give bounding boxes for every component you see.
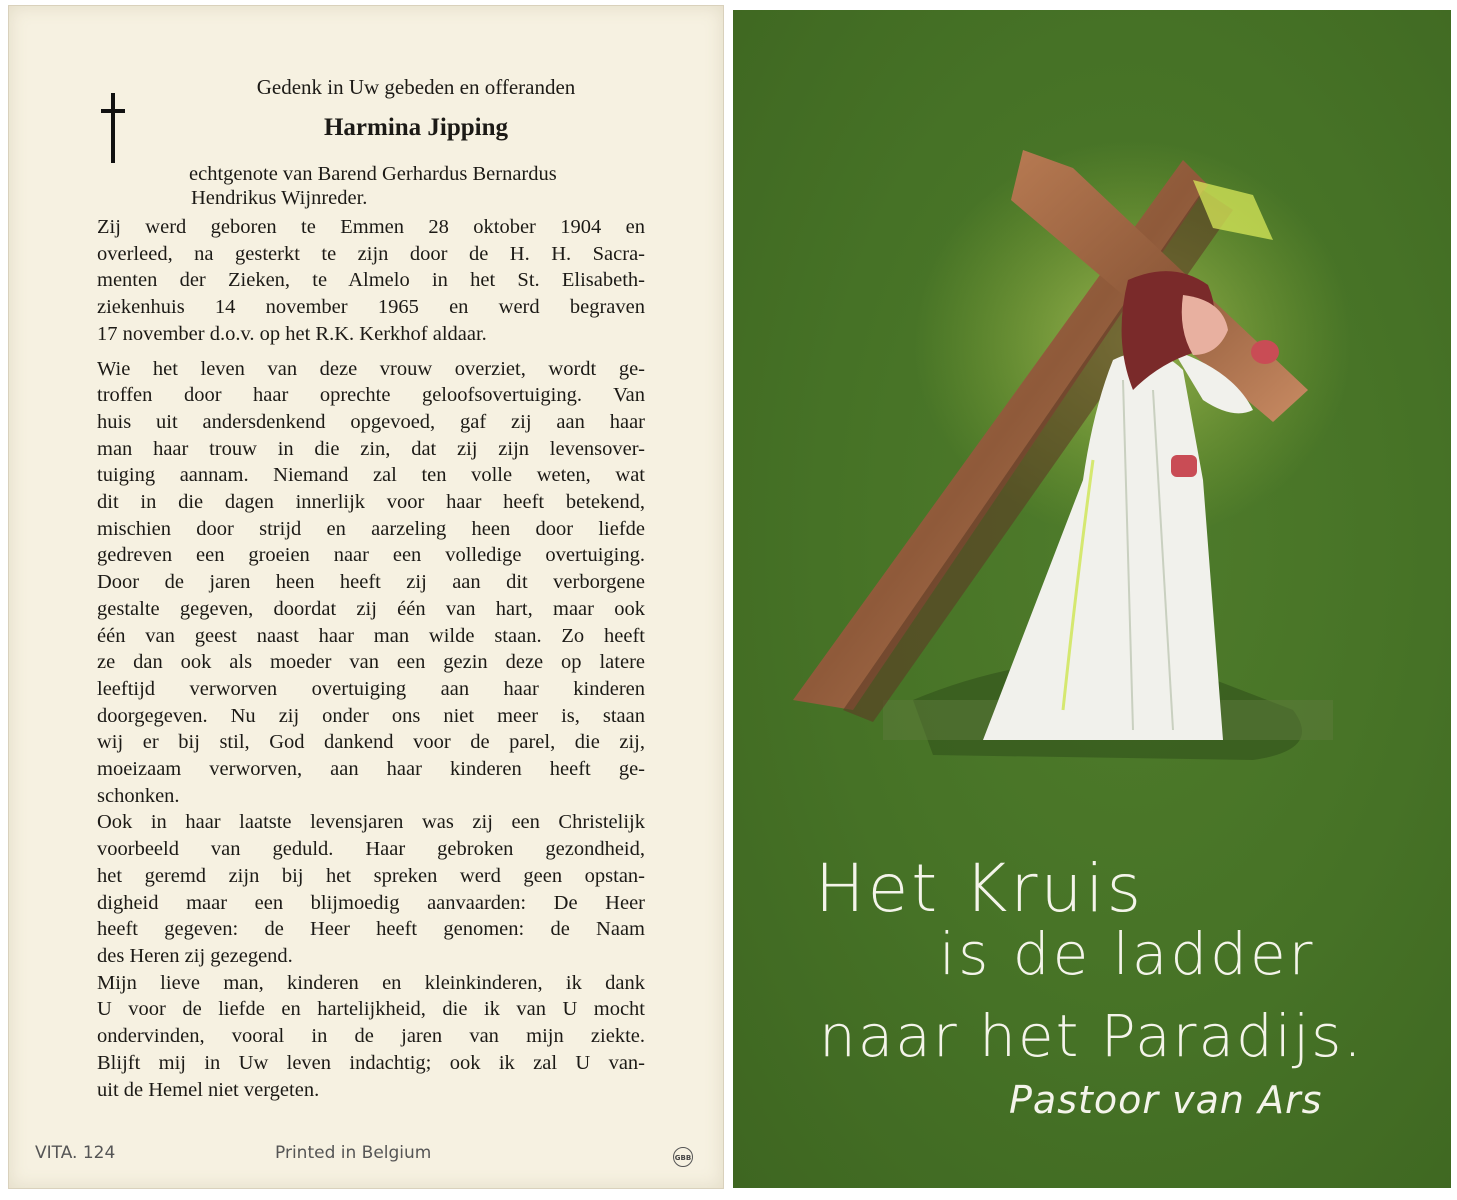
text-line: Blijft mij in Uw leven indachtig; ook ik zal U van- xyxy=(97,1051,645,1074)
text-line: 17 november d.o.v. op het R.K. Kerkhof aldaar. xyxy=(97,322,487,345)
text-line: ziekenhuis 14 november 1965 en werd begraven xyxy=(97,296,645,319)
text-line: wij er bij stil, God dankend voor de parel, die zij, xyxy=(97,731,645,754)
quote-line-1: Het Kruis xyxy=(815,850,1145,927)
text-line: U voor de liefde en hartelijkheid, die ik van U mocht xyxy=(97,998,645,1021)
text-line: menten der Zieken, te Almelo in het St. Elisabeth- xyxy=(97,269,645,292)
text-line: doorgegeven. Nu zij onder ons niet meer is, staan xyxy=(97,704,645,727)
text-line: huis uit andersdenkend opgevoed, gaf zij aan haar xyxy=(97,410,645,433)
christ-carrying-cross-illustration xyxy=(733,10,1451,810)
text-line: Mijn lieve man, kinderen en kleinkinderen, ik dank xyxy=(97,971,645,994)
text-line: digheid maar een blijmoedig aanvaarden: De Heer xyxy=(97,891,645,914)
text-line: gestalte gegeven, doordat zij één van hart, maar ook xyxy=(97,597,645,620)
text-line: voorbeeld van geduld. Haar gebroken gezondheid, xyxy=(97,838,645,861)
text-line: Ook in haar laatste levensjaren was zij een Christelijk xyxy=(97,811,645,834)
text-line: één van geest naast haar man wilde staan. Zo heeft xyxy=(97,624,645,647)
text-line: man haar trouw in die zin, dat zij zijn levensover- xyxy=(97,437,645,460)
memorial-card-picture-side xyxy=(733,10,1451,1188)
intro-line: Gedenk in Uw gebeden en offeranden xyxy=(256,75,576,99)
text-line: overleed, na gesterkt te zijn door de H. H. Sacra- xyxy=(97,242,645,265)
text-line: uit de Hemel niet vergeten. xyxy=(97,1078,320,1101)
text-line: des Heren zij gezegend. xyxy=(97,944,293,967)
biography-text xyxy=(97,214,645,1103)
text-line: leeftijd verworven overtuiging aan haar kinderen xyxy=(97,677,645,700)
paragraph-patience xyxy=(97,809,645,969)
quote-line-3: naar het Paradijs. xyxy=(819,1002,1364,1070)
spouse-text xyxy=(189,162,659,210)
text-line: ondervinden, vooral in de jaren van mijn ziekte. xyxy=(97,1025,645,1048)
text-line: Zij werd geboren te Emmen 28 oktober 1904 en xyxy=(97,216,645,238)
paragraph-farewell xyxy=(97,970,645,1104)
text-line: heeft gegeven: de Heer heeft genomen: de Naam xyxy=(97,918,645,941)
text-line: troffen door haar oprechte geloofsovertuiging. Van xyxy=(97,384,645,407)
quote-author: Pastoor van Ars xyxy=(1009,1078,1323,1122)
printer-logo-icon: GBB xyxy=(673,1147,693,1167)
spouse-line-2: Hendrikus Wijnreder. xyxy=(191,187,368,209)
text-line: gedreven een groeien naar een volledige overtuiging. xyxy=(97,544,645,567)
deceased-name: Harmina Jipping xyxy=(323,114,509,141)
paragraph-faith xyxy=(97,356,645,810)
paragraph-birth-death xyxy=(97,214,645,348)
footer-printed: Printed in Belgium xyxy=(275,1143,432,1163)
text-line: het geremd zijn bij het spreken werd geen opstan- xyxy=(97,864,645,887)
footer-code: VITA. 124 xyxy=(35,1143,116,1163)
text-line: tuiging aannam. Niemand zal ten volle weten, wat xyxy=(97,464,645,487)
spouse-line-1: echtgenote van Barend Gerhardus Bernardus xyxy=(189,163,557,185)
text-line: Wie het leven van deze vrouw overziet, wordt ge- xyxy=(97,357,645,380)
text-line: mischien door strijd en aarzeling heen door liefde xyxy=(97,517,645,540)
text-line: Door de jaren heen heeft zij aan dit verborgene xyxy=(97,571,645,594)
memorial-card-text-side xyxy=(8,5,724,1189)
text-line: schonken. xyxy=(97,784,180,807)
quote-line-2: is de ladder xyxy=(939,920,1316,988)
text-line: dit in die dagen innerlijk voor haar heeft betekend, xyxy=(97,491,645,514)
text-line: moeizaam verworven, aan haar kinderen heeft ge- xyxy=(97,758,645,781)
text-line: ze dan ook als moeder van een gezin deze op latere xyxy=(97,651,645,674)
